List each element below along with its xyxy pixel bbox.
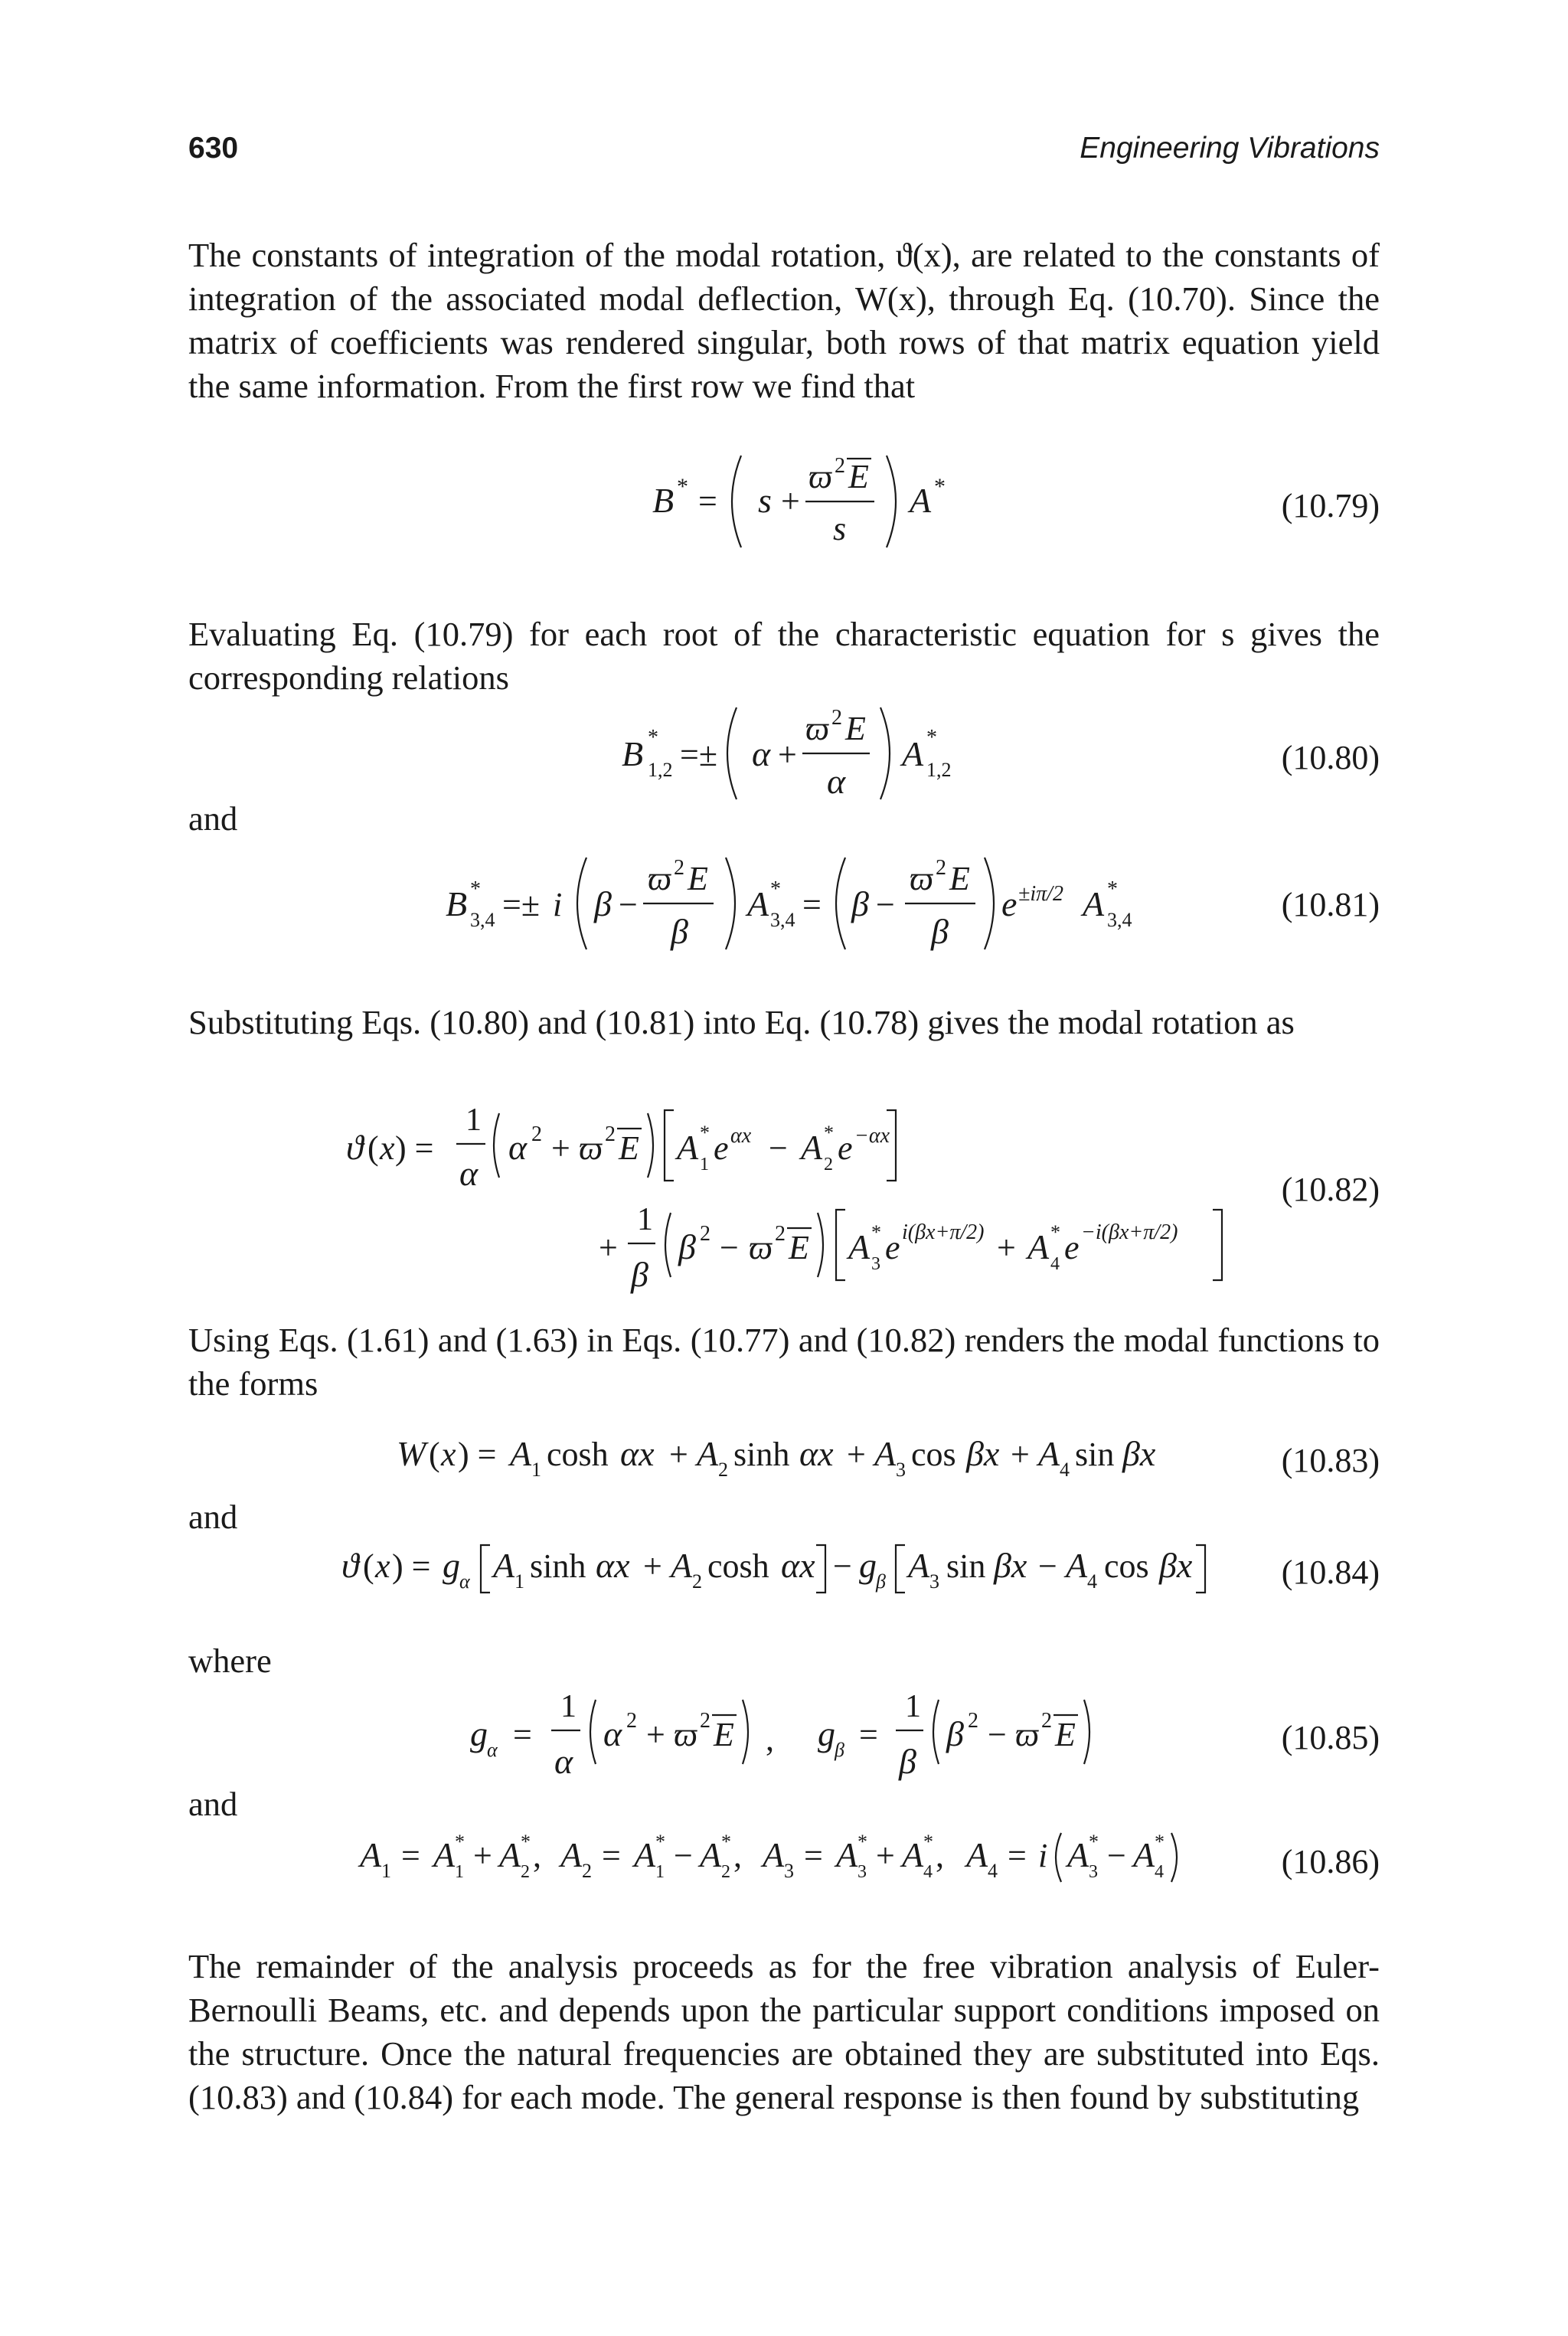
svg-text:A: A — [360, 1835, 382, 1874]
svg-text:(: ( — [363, 1547, 374, 1585]
svg-text:A: A — [677, 1128, 699, 1167]
svg-text:A: A — [902, 1835, 924, 1874]
svg-text:=: = — [513, 1716, 532, 1753]
equation-10-80 — [0, 689, 1568, 812]
svg-text:A: A — [801, 1128, 823, 1167]
svg-text:cosh: cosh — [547, 1436, 609, 1473]
svg-text:4: 4 — [1060, 1459, 1070, 1481]
svg-text:*: * — [648, 726, 658, 750]
connector-and-3: and — [188, 1785, 238, 1823]
svg-text:1,2: 1,2 — [648, 759, 673, 781]
equation-number-10-84: (10.84) — [1281, 1554, 1380, 1591]
svg-text:3: 3 — [784, 1860, 794, 1882]
svg-text:α: α — [554, 1742, 573, 1781]
svg-text:2: 2 — [521, 1862, 530, 1882]
svg-text:g: g — [443, 1546, 460, 1585]
svg-text:E: E — [789, 1229, 809, 1266]
svg-text:E: E — [714, 1716, 734, 1753]
svg-text:3: 3 — [896, 1459, 906, 1481]
svg-text:) =: ) = — [395, 1129, 434, 1167]
svg-text:β: β — [899, 1742, 916, 1781]
svg-text:A: A — [1038, 1434, 1060, 1473]
svg-text:+: + — [646, 1716, 665, 1753]
svg-text:+: + — [599, 1229, 618, 1266]
svg-text:A: A — [634, 1835, 656, 1874]
svg-text:−: − — [619, 886, 638, 923]
svg-text:*: * — [926, 726, 937, 750]
svg-text:2: 2 — [831, 706, 842, 730]
svg-text:A: A — [908, 1546, 930, 1585]
svg-text:1: 1 — [560, 1689, 577, 1724]
svg-text:ϖ: ϖ — [674, 1716, 698, 1753]
svg-text:A: A — [836, 1835, 858, 1874]
svg-text:+: + — [876, 1837, 895, 1874]
svg-text:E: E — [1055, 1716, 1076, 1753]
svg-text:*: * — [858, 1831, 867, 1853]
svg-text:2: 2 — [692, 1570, 702, 1593]
equation-10-82 — [0, 1080, 1568, 1302]
svg-text:1: 1 — [466, 1103, 482, 1138]
connector-and-2: and — [188, 1498, 238, 1536]
svg-text:−: − — [833, 1547, 852, 1585]
svg-text:E: E — [848, 458, 869, 495]
svg-text:±iπ/2: ±iπ/2 — [1018, 882, 1063, 906]
svg-text:α: α — [752, 734, 771, 773]
svg-text:+: + — [997, 1229, 1016, 1266]
svg-text:A: A — [671, 1546, 693, 1585]
svg-text:2: 2 — [626, 1709, 637, 1733]
paragraph-1: The constants of integration of the modal rotation, ϑ(x), are related to the constants of integration of the associated modal deflection, W(x), through Eq. (10.70). Since the matrix of coefficients was rendered singular, both rows of that matrix equation yield the same information. From the first row we find that — [188, 236, 1380, 405]
svg-text:1: 1 — [655, 1862, 665, 1882]
equation-number-10-82: (10.82) — [1281, 1171, 1380, 1208]
svg-text:β: β — [594, 884, 612, 923]
svg-text:3: 3 — [858, 1862, 867, 1882]
paragraph-3: Substituting Eqs. (10.80) and (10.81) into Eq. (10.78) gives the modal rotation as — [188, 1003, 1295, 1041]
svg-text:αx: αx — [730, 1124, 752, 1148]
svg-text:=: = — [1008, 1837, 1027, 1874]
svg-text:1: 1 — [514, 1570, 524, 1593]
svg-text:e: e — [885, 1229, 900, 1266]
svg-text:,: , — [733, 1837, 742, 1874]
svg-text:1: 1 — [531, 1459, 541, 1481]
svg-text:−i(βx+π/2): −i(βx+π/2) — [1081, 1220, 1178, 1244]
svg-text:=: = — [602, 1837, 621, 1874]
svg-text:x: x — [375, 1547, 390, 1585]
svg-text:,: , — [533, 1837, 541, 1874]
svg-text:B: B — [622, 734, 644, 773]
svg-text:A: A — [902, 734, 924, 773]
equation-number-10-83: (10.83) — [1281, 1442, 1380, 1479]
svg-text:ϑ: ϑ — [346, 1128, 364, 1167]
equation-10-79 — [0, 440, 1568, 563]
svg-text:x: x — [380, 1129, 395, 1167]
equation-number-10-86: (10.86) — [1281, 1843, 1380, 1880]
svg-text:=±: =± — [502, 886, 540, 923]
svg-text:2: 2 — [700, 1222, 710, 1246]
connector-where: where — [188, 1642, 272, 1680]
svg-text:αx: αx — [781, 1546, 815, 1585]
svg-text:ϖ: ϖ — [1015, 1716, 1040, 1753]
svg-text:cos: cos — [911, 1436, 956, 1473]
svg-text:*: * — [655, 1831, 665, 1853]
svg-text:2: 2 — [674, 856, 684, 880]
svg-text:1: 1 — [381, 1860, 391, 1882]
svg-text:g: g — [470, 1714, 488, 1753]
svg-text:e: e — [1001, 884, 1018, 923]
svg-text:x: x — [441, 1436, 456, 1473]
svg-text:*: * — [521, 1831, 531, 1853]
svg-text:A: A — [763, 1835, 785, 1874]
svg-text:=: = — [401, 1837, 420, 1874]
equation-10-81 — [0, 835, 1568, 965]
svg-text:αx: αx — [596, 1546, 630, 1585]
svg-text:*: * — [700, 1122, 710, 1144]
svg-text:−: − — [769, 1129, 788, 1167]
svg-text:*: * — [923, 1831, 933, 1853]
paragraph-5: The remainder of the analysis proceeds as for the free vibration analysis of Euler-Bernoulli Beams, etc. and depends upon the particular support conditions imposed on the structure. Once the natural frequencies are obtained they are substituted into Eqs. (10.83) and (10.84) for each mode. The general response is then found by substituting — [188, 1947, 1380, 2116]
svg-text:αx: αx — [799, 1434, 834, 1473]
svg-text:A: A — [910, 481, 932, 520]
equation-10-86 — [0, 1822, 1568, 1891]
svg-text:*: * — [721, 1831, 731, 1853]
svg-text:*: * — [871, 1221, 881, 1243]
svg-text:β: β — [931, 912, 949, 951]
svg-text:+: + — [669, 1436, 688, 1473]
svg-text:4: 4 — [1087, 1570, 1097, 1593]
svg-text:,: , — [766, 1720, 774, 1758]
svg-text:i: i — [1038, 1837, 1048, 1874]
svg-text:e: e — [714, 1129, 729, 1167]
svg-text:A: A — [1066, 1546, 1088, 1585]
svg-text:A: A — [1067, 1835, 1089, 1874]
svg-text:+: + — [551, 1129, 570, 1167]
svg-text:2: 2 — [531, 1122, 542, 1146]
svg-text:=: = — [859, 1716, 878, 1753]
svg-text:A: A — [1133, 1835, 1155, 1874]
equation-10-85 — [0, 1677, 1568, 1792]
svg-text:β: β — [678, 1227, 696, 1266]
svg-text:α: α — [459, 1154, 479, 1193]
svg-text:βx: βx — [966, 1434, 1000, 1473]
svg-text:β: β — [851, 884, 869, 923]
svg-text:4: 4 — [988, 1860, 998, 1882]
svg-text:cosh: cosh — [707, 1547, 769, 1585]
svg-text:=: = — [804, 1837, 823, 1874]
svg-text:α: α — [603, 1714, 622, 1753]
svg-text:(: ( — [368, 1129, 379, 1167]
svg-text:A: A — [1083, 884, 1105, 923]
svg-text:−: − — [720, 1229, 739, 1266]
svg-text:A: A — [966, 1835, 988, 1874]
paragraph-2: Evaluating Eq. (10.79) for each root of the characteristic equation for s gives the corresponding relations — [188, 615, 1380, 697]
svg-text:1,2: 1,2 — [926, 759, 952, 781]
svg-text:4: 4 — [1155, 1862, 1164, 1882]
svg-text:B: B — [652, 481, 675, 520]
svg-text:E: E — [949, 860, 970, 897]
svg-text:g: g — [859, 1546, 877, 1585]
svg-text:i: i — [553, 886, 563, 923]
svg-text:e: e — [1064, 1229, 1080, 1266]
svg-text:*: * — [1089, 1831, 1099, 1853]
svg-text:2: 2 — [721, 1862, 730, 1882]
svg-text:E: E — [619, 1129, 639, 1167]
svg-text:2: 2 — [835, 454, 845, 478]
svg-text:α: α — [487, 1739, 498, 1761]
svg-text:A: A — [874, 1434, 897, 1473]
equation-10-84 — [0, 1531, 1568, 1600]
svg-text:α: α — [508, 1128, 528, 1167]
svg-text:) =: ) = — [458, 1436, 497, 1473]
svg-text:sinh: sinh — [530, 1547, 586, 1585]
svg-text:cos: cos — [1104, 1547, 1149, 1585]
svg-text:2: 2 — [718, 1459, 728, 1481]
svg-text:*: * — [677, 474, 688, 499]
svg-text:=: = — [698, 482, 717, 520]
svg-text:3,4: 3,4 — [470, 909, 495, 931]
svg-text:E: E — [688, 860, 708, 897]
svg-text:ϖ: ϖ — [648, 860, 672, 897]
svg-text:A: A — [560, 1835, 583, 1874]
svg-text:αx: αx — [620, 1434, 655, 1473]
svg-text:3: 3 — [871, 1254, 880, 1274]
equation-number-10-81: (10.81) — [1281, 886, 1380, 923]
page-header — [188, 132, 1380, 178]
equation-number-10-85: (10.85) — [1281, 1719, 1380, 1756]
equation-number-10-80: (10.80) — [1281, 739, 1380, 776]
svg-text:ϖ: ϖ — [910, 860, 934, 897]
svg-text:−: − — [674, 1837, 693, 1874]
svg-text:*: * — [455, 1831, 465, 1853]
svg-text:ϖ: ϖ — [805, 710, 830, 747]
svg-text:A: A — [747, 884, 769, 923]
svg-text:α: α — [459, 1570, 470, 1593]
svg-text:*: * — [470, 877, 481, 901]
svg-text:*: * — [934, 474, 946, 499]
svg-text:,: , — [936, 1837, 944, 1874]
svg-text:g: g — [818, 1714, 835, 1753]
svg-text:B: B — [446, 884, 468, 923]
svg-text:sin: sin — [946, 1547, 986, 1585]
svg-text:*: * — [1107, 877, 1118, 901]
svg-text:(: ( — [429, 1436, 440, 1473]
svg-text:βx: βx — [994, 1546, 1027, 1585]
svg-text:2: 2 — [582, 1860, 592, 1882]
svg-text:A: A — [510, 1434, 532, 1473]
svg-text:β: β — [631, 1255, 648, 1294]
svg-text:s: s — [758, 481, 772, 520]
svg-text:A: A — [499, 1835, 521, 1874]
svg-text:sin: sin — [1075, 1436, 1115, 1473]
svg-text:2: 2 — [605, 1122, 616, 1146]
svg-text:+: + — [781, 482, 800, 520]
svg-text:A: A — [1027, 1227, 1050, 1266]
svg-text:−: − — [1107, 1837, 1126, 1874]
svg-text:A: A — [697, 1434, 719, 1473]
svg-text:*: * — [770, 877, 781, 901]
svg-text:ϑ: ϑ — [341, 1546, 359, 1585]
svg-text:4: 4 — [1050, 1254, 1060, 1274]
svg-text:4: 4 — [923, 1862, 933, 1882]
svg-text:+: + — [847, 1436, 866, 1473]
svg-text:sinh: sinh — [733, 1436, 790, 1473]
svg-text:+: + — [643, 1547, 662, 1585]
svg-text:A: A — [848, 1227, 871, 1266]
svg-text:ϖ: ϖ — [749, 1229, 773, 1266]
svg-text:βx: βx — [1122, 1434, 1156, 1473]
svg-text:ϖ: ϖ — [579, 1129, 603, 1167]
svg-text:*: * — [824, 1122, 834, 1144]
equation-10-83 — [0, 1424, 1568, 1485]
svg-text:+: + — [1011, 1436, 1030, 1473]
svg-text:2: 2 — [700, 1709, 710, 1733]
svg-text:−: − — [876, 886, 895, 923]
svg-text:A: A — [493, 1546, 515, 1585]
svg-text:−: − — [1038, 1547, 1057, 1585]
svg-text:*: * — [1050, 1221, 1060, 1243]
connector-and-1: and — [188, 799, 238, 838]
svg-text:3: 3 — [1089, 1862, 1098, 1882]
equation-number-10-79: (10.79) — [1281, 487, 1380, 524]
svg-text:+: + — [778, 736, 797, 773]
svg-text:β: β — [946, 1714, 964, 1753]
running-title: Engineering Vibrations — [1080, 132, 1380, 165]
svg-text:+: + — [473, 1837, 492, 1874]
paragraph-4: Using Eqs. (1.61) and (1.63) in Eqs. (10.77) and (10.82) renders the modal functions to the forms — [188, 1321, 1380, 1403]
svg-text:1: 1 — [905, 1689, 921, 1724]
svg-text:3,4: 3,4 — [1107, 909, 1132, 931]
svg-text:*: * — [1155, 1831, 1165, 1853]
svg-text:1: 1 — [700, 1155, 709, 1175]
svg-text:β: β — [876, 1570, 886, 1593]
svg-text:2: 2 — [936, 856, 946, 880]
page-number: 630 — [188, 132, 239, 165]
svg-text:i(βx+π/2): i(βx+π/2) — [902, 1220, 985, 1244]
svg-text:ϖ: ϖ — [808, 458, 833, 495]
svg-text:−αx: −αx — [854, 1124, 890, 1148]
svg-text:2: 2 — [775, 1222, 786, 1246]
svg-text:=: = — [802, 886, 822, 923]
svg-text:2: 2 — [824, 1155, 833, 1175]
svg-text:W: W — [397, 1434, 426, 1473]
svg-text:) =: ) = — [392, 1547, 431, 1585]
svg-text:2: 2 — [1041, 1709, 1052, 1733]
svg-text:A: A — [700, 1835, 722, 1874]
svg-text:α: α — [827, 762, 846, 801]
svg-text:−: − — [988, 1716, 1007, 1753]
svg-text:β: β — [671, 912, 688, 951]
svg-text:A: A — [433, 1835, 456, 1874]
svg-text:3,4: 3,4 — [770, 909, 795, 931]
svg-text:2: 2 — [968, 1709, 978, 1733]
svg-text:β: β — [835, 1739, 844, 1761]
svg-text:1: 1 — [455, 1862, 464, 1882]
svg-text:=±: =± — [680, 736, 717, 773]
svg-text:e: e — [838, 1129, 853, 1167]
svg-text:3: 3 — [929, 1570, 939, 1593]
svg-text:βx: βx — [1159, 1546, 1193, 1585]
svg-text:s: s — [833, 510, 847, 547]
svg-text:E: E — [845, 710, 866, 747]
svg-text:1: 1 — [637, 1202, 653, 1237]
